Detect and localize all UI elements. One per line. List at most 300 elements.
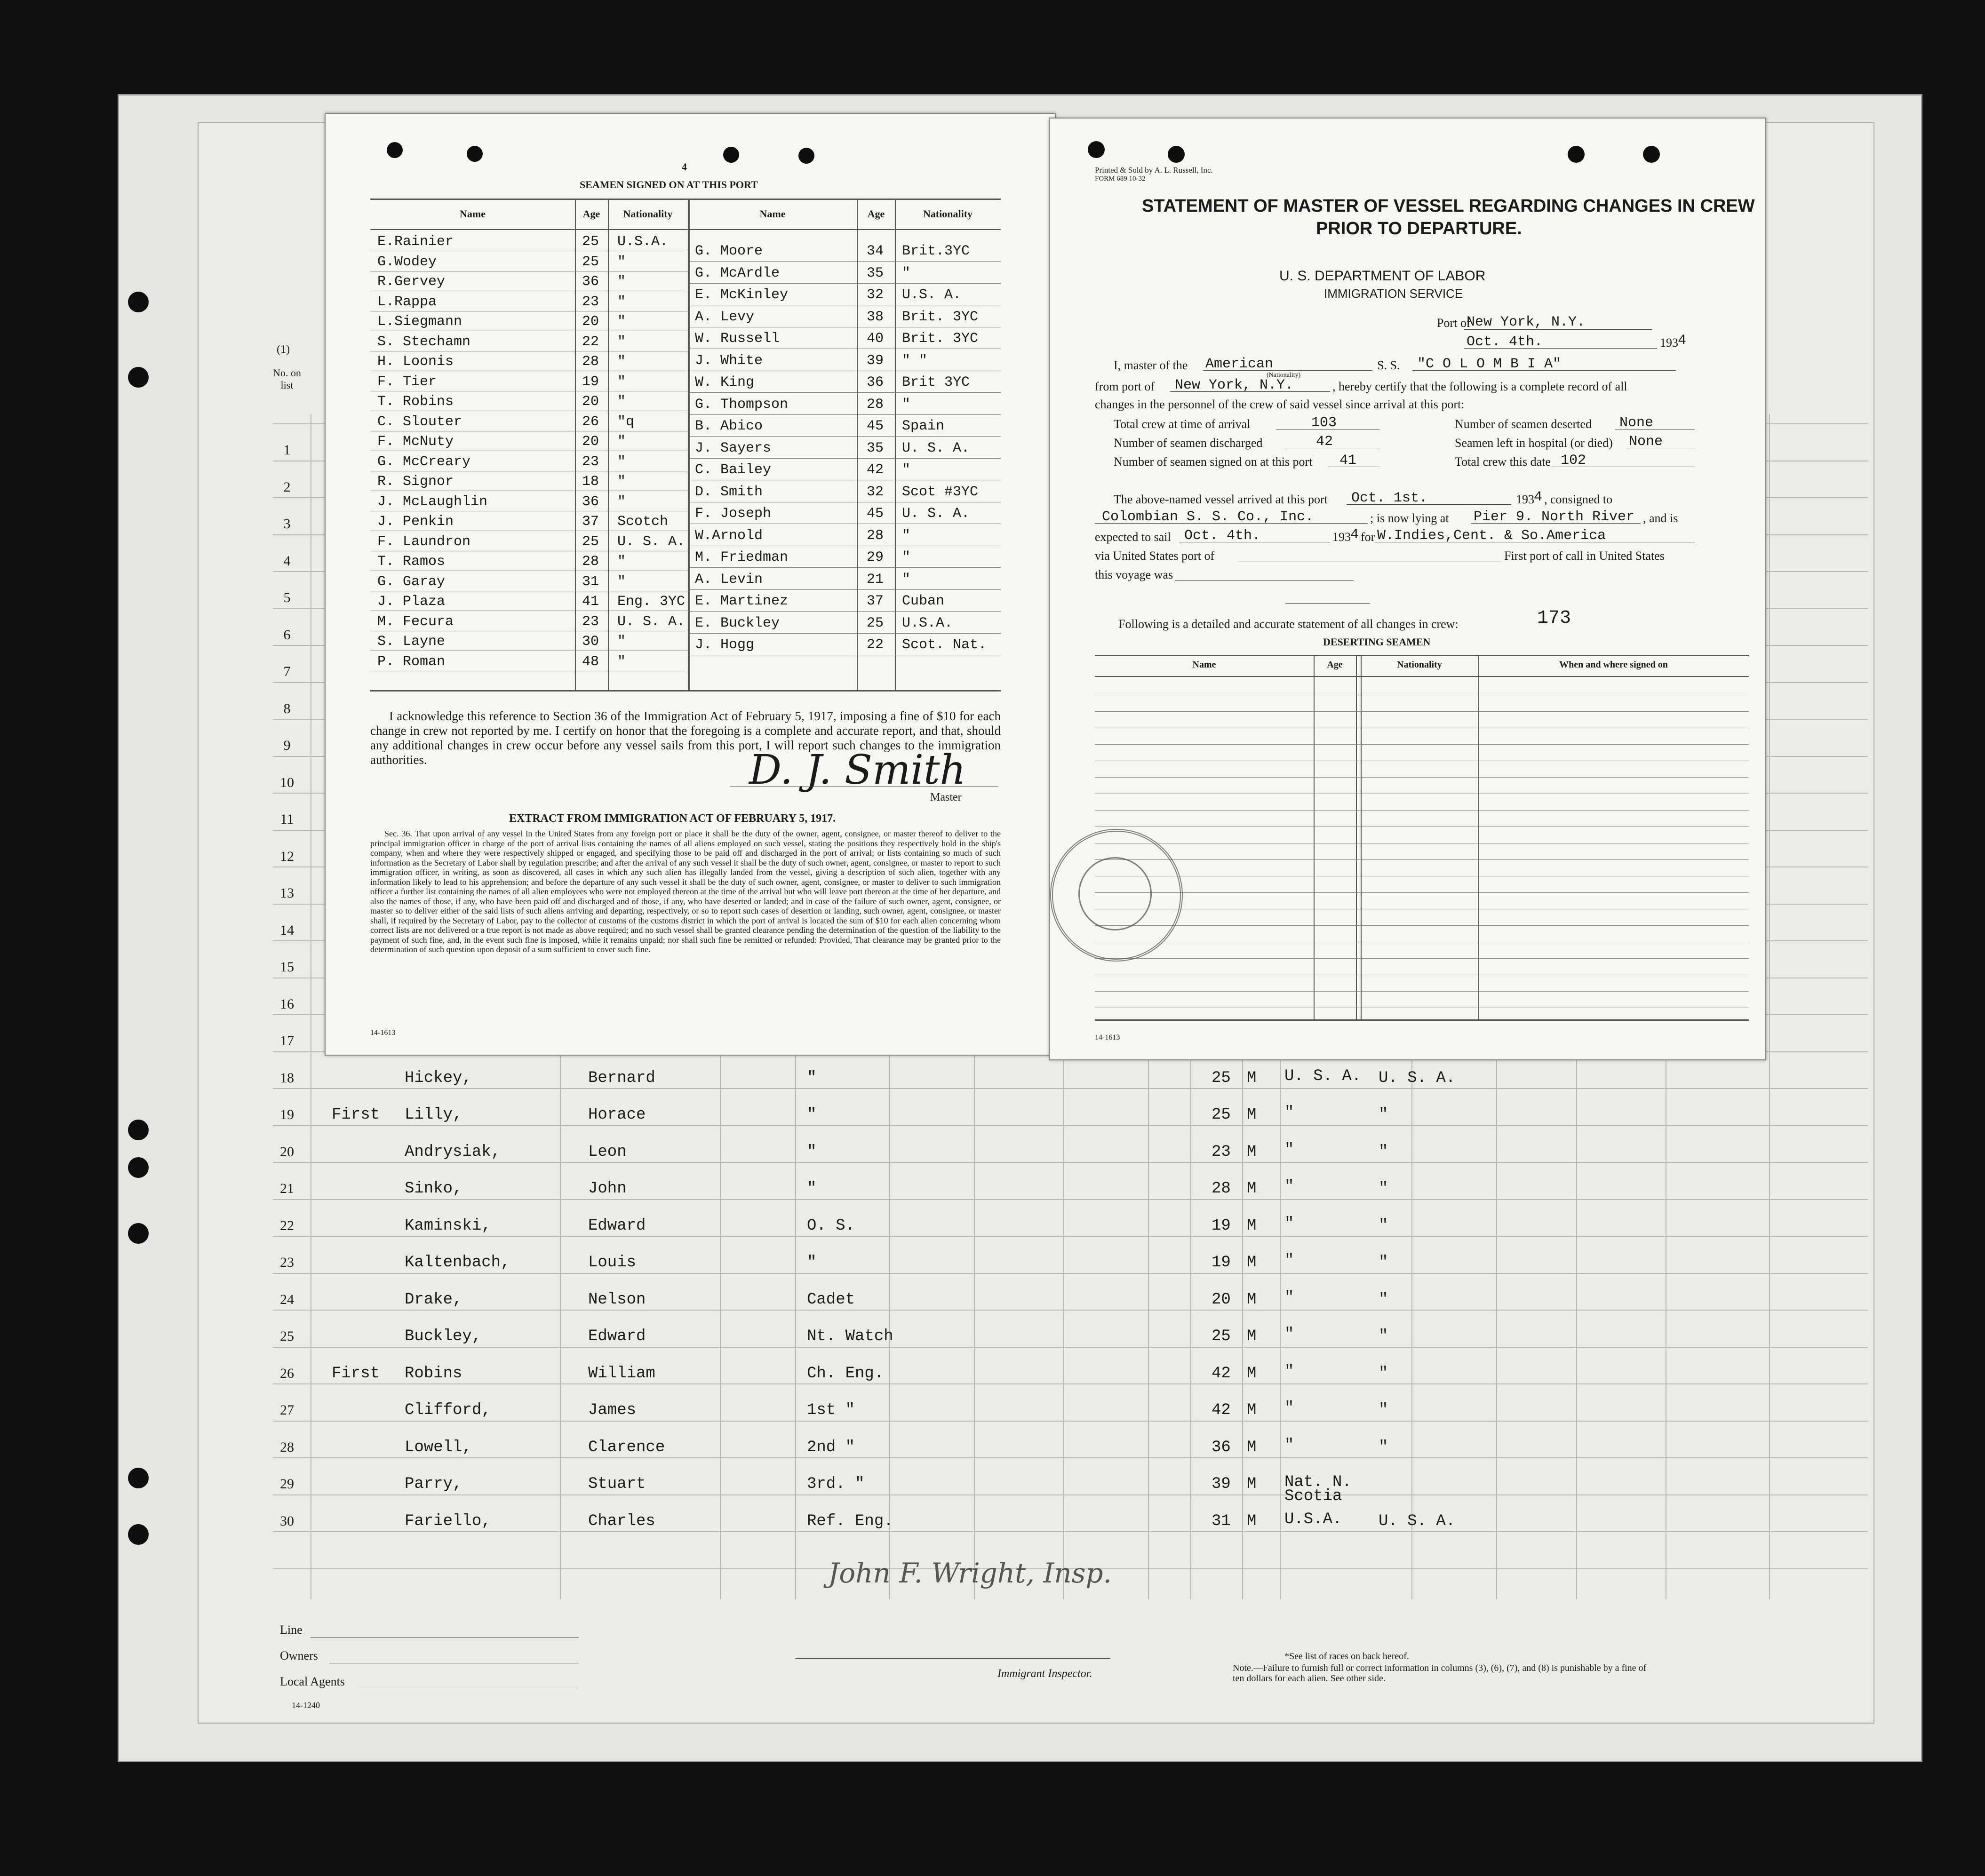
manifest-sex: M [1247,1475,1257,1493]
manifest-agents-label: Local Agents [280,1675,345,1688]
manifest-position: " [807,1180,817,1198]
manifest-position: " [807,1069,817,1087]
seaman-name: F. Tier [377,374,437,390]
manifest-row-rule [273,1421,1868,1422]
row-number: 30 [280,1513,294,1529]
row-number: 26 [280,1366,294,1381]
seaman-nationality: " [902,549,911,565]
punch-hole [798,148,814,164]
manifest-surname: Andrysiak, [405,1143,501,1161]
seaman-age: 42 [867,462,884,478]
manifest-given-name: Louis [588,1254,637,1272]
manifest-given-name: Stuart [588,1475,646,1493]
seaman-name: L.Rappa [377,294,437,310]
seaman-nationality: " [617,394,626,410]
punch-hole [387,142,403,158]
row-number: 12 [280,849,294,864]
statement-title-1: STATEMENT OF MASTER OF VESSEL REGARDING CHANGES IN CREW [1142,196,1755,216]
manifest-row-rule [273,1494,1868,1495]
manifest-race: " [1379,1291,1388,1309]
punch-hole [1643,146,1660,163]
deserted-label: Number of seamen deserted [1455,417,1592,431]
seaman-age: 20 [582,394,599,410]
row-rule [1095,777,1749,778]
seaman-nationality: " [902,528,911,544]
manifest-row-rule [273,1273,1868,1274]
manifest-sex: M [1247,1217,1257,1235]
manifest-footer-code: 14-1240 [292,1701,320,1710]
desert-col-age: Age [1327,660,1343,670]
row-number: 25 [280,1328,294,1344]
manifest-position: O. S. [807,1217,855,1235]
manifest-nationality: " [1284,1104,1294,1122]
manifest-given-name: Clarence [588,1439,665,1456]
manifest-age: 42 [1212,1365,1231,1383]
row-number: 23 [280,1255,294,1270]
first-port-label: First port of call in United States [1504,549,1665,563]
certify-text-2: changes in the personnel of the crew of said vessel since arrival at this port: [1095,397,1465,411]
arrived-label: The above-named vessel arrived at this port [1114,493,1328,506]
seaman-nationality: " [902,265,911,281]
seaman-name: E. Martinez [695,593,789,609]
row-number: 3 [283,516,291,532]
row-rule [688,458,1001,459]
seaman-name: G.Wodey [377,254,437,270]
manifest-sex: M [1247,1439,1257,1456]
row-number: 19 [280,1107,294,1122]
seaman-nationality: Brit 3YC [902,374,970,390]
seaman-age: 23 [582,614,599,630]
service: IMMIGRATION SERVICE [1324,286,1463,301]
manifest-position: Ch. Eng. [807,1365,884,1383]
col-name: Name [759,208,786,220]
seaman-name: C. Bailey [695,462,772,478]
rule [688,199,690,690]
acknowledgement-text: I acknowledge this reference to Section 36 of the Immigration Act of February 5, 1917, imposing a fine of $10 for each change in crew not reported by me. I certify on honor that the foregoing is a complete and accurate report, and that, should any additional changes in crew occur before any vessel sails from this port, I will report such changes to the immigration authorities. [370,709,1001,767]
manifest-position: " [807,1106,817,1124]
underline [795,1658,1110,1659]
seaman-name: A. Levy [695,309,755,325]
manifest-nationality: " [1284,1252,1294,1270]
underline [1170,391,1330,392]
manifest-sex: M [1247,1254,1257,1272]
seaman-age: 23 [582,294,599,310]
manifest-note: Note.—Failure to furnish full or correct information in columns (3), (6), (7), and (8) is punishable by a fine of ten dollars for each alien. See other side. [1233,1663,1647,1684]
master-of-label: I, master of the [1114,358,1188,372]
row-number: 4 [283,553,291,569]
manifest-given-name: Edward [588,1217,646,1235]
signed-on-value: 41 [1339,453,1357,469]
underline [1203,370,1372,371]
manifest-nationality: " [1284,1363,1294,1381]
underline [1175,580,1354,581]
manifest-surname: Sinko, [405,1180,462,1198]
manifest-age: 23 [1212,1143,1231,1161]
manifest-class: First [332,1106,380,1124]
seaman-name: L.Siegmann [377,314,462,330]
seaman-age: 28 [582,354,599,370]
manifest-race: " [1379,1365,1388,1383]
manifest-surname: Parry, [405,1475,462,1493]
manifest-race: " [1379,1180,1388,1198]
manifest-given-name: Edward [588,1328,646,1345]
manifest-position: 1st " [807,1401,855,1419]
row-rule [688,414,1001,415]
seaman-age: 21 [867,572,884,588]
seaman-name: M. Fecura [377,614,454,630]
seaman-name: G. McCreary [377,454,471,470]
row-rule [1095,925,1749,926]
year-typed: 4 [1350,527,1359,543]
manifest-row-rule [273,1125,1868,1126]
seaman-age: 31 [582,574,599,590]
row-rule [1095,958,1749,959]
row-rule [688,633,1001,634]
seaman-age: 36 [867,374,884,390]
manifest-position: " [807,1143,817,1161]
manifest-sex: M [1247,1180,1257,1198]
extract-text: Sec. 36. That upon arrival of any vessel in the United States from any foreign port or place it shall be the duty of the owner, agent, consignee, or master thereof to deliver to the principal immigration officer in charge of the port of arrival lists containing the names of all aliens employed on such vessel, stating the positions they respectively hold in the ship's company, when and where they were respectively shipped or engaged, and specifying those to be paid off and discharged in the port of arrival; or lists containing so much of such information as the Secretary of Labor shall by regulation prescribe; and after the arrival of any such vessel it shall be the duty of such owner, agent, consignee, or master to report to such immigration officer, in writing, as soon as discovered, all cases in which any such alien has illegally landed from the vessel, giving a description of such alien, together with any information likely to lead to his apprehension; and before the departure of any such vessel it shall be the duty of such owner, agent, consignee, or master to deliver to such immigration officer a further list containing the names of all alien employees who were not employed thereon at the time of the arrival but who will leave port thereon at the time of her departure, and also the names of those, if any, who have been paid off and discharged and of those, if any, who have deserted or landed; and in case of the failure of such owner, agent, consignee, or master so to deliver either of the said lists of such aliens arriving and departing, respectively, or so to report such cases of desertion or landing, such owner, agent, consignee, or master shall, if required by the Secretary of Labor, pay to the collector of customs of the customs district in which the port of arrival is located the sum of $10 for each alien concerning whom correct lists are not delivered or a true report is not made as above required; and no such vessel shall be granted clearance pending the determination of the question of the liability to the payment of such fine, and, in the event such fine is imposed, while it remains unpaid; nor shall such fine be remitted or refunded: Provided, That clearance may be granted prior to the determination of such question upon deposit of a sum sufficient to cover such fine. [370,829,1001,954]
manifest-age: 20 [1212,1291,1231,1309]
manifest-surname: Drake, [405,1291,462,1309]
punch-hole [128,1468,149,1488]
rule [1095,655,1749,656]
manifest-position: " [807,1254,817,1272]
row-number: 2 [283,479,291,495]
punch-hole [1568,146,1585,163]
rule [895,199,896,690]
nationality-value: American [1205,356,1274,372]
underline [1464,348,1657,349]
row-rule [688,611,1001,612]
seaman-name: C. Slouter [377,414,462,430]
seaman-age: 40 [867,331,884,347]
seaman-nationality: " [617,314,626,330]
seaman-name: J. White [695,353,763,369]
seaman-nationality: U. S. A. [617,614,686,630]
punch-hole [1088,141,1105,158]
row-rule [688,589,1001,590]
desert-col-name: Name [1192,660,1216,670]
seaman-name: A. Levin [695,572,763,588]
row-number: 13 [280,885,294,901]
year-typed: 4 [1534,489,1543,505]
seaman-name: M. Friedman [695,549,789,565]
seaman-age: 39 [867,353,884,369]
manifest-row-rule [273,1236,1868,1237]
rule [1356,655,1357,1019]
seaman-age: 19 [582,374,599,390]
seamen-signed-on-sheet [325,113,1056,1056]
seaman-age: 37 [867,593,884,609]
certify-text-1: , hereby certify that the following is a complete record of all [1332,380,1627,393]
manifest-race: " [1379,1254,1388,1272]
seaman-name: J. Penkin [377,514,454,530]
seaman-name: W.Arnold [695,528,763,544]
manifest-line-label: Line [280,1623,303,1637]
col-name: Name [460,208,486,220]
row-number: 1 [283,442,291,458]
seaman-age: 32 [867,287,884,303]
seaman-age: 18 [582,474,599,490]
seaman-age: 25 [582,234,599,250]
seaman-nationality: " [617,634,626,650]
manifest-given-name: Horace [588,1106,646,1124]
seaman-nationality: Scot #3YC [902,484,979,500]
left-sheet-title: SEAMEN SIGNED ON AT THIS PORT [580,179,758,191]
list-number: 173 [1537,608,1571,629]
manifest-surname: Fariello, [405,1512,491,1530]
seaman-name: F. McNuty [377,434,454,450]
row-number: 21 [280,1181,294,1196]
manifest-nationality: " [1284,1399,1294,1417]
seaman-name: T. Robins [377,394,454,410]
punch-hole [128,1524,149,1545]
consignee-value: Colombian S. S. Co., Inc. [1102,509,1314,525]
seaman-nationality: " " [902,353,928,369]
rule [1095,676,1749,677]
rule [370,229,1001,230]
seaman-nationality: " [617,374,626,390]
manifest-given-name: Charles [588,1512,655,1530]
expected-value: Oct. 4th. [1184,528,1261,544]
seaman-name: R. Signor [377,474,454,490]
seaman-age: 37 [582,514,599,530]
row-rule [1095,810,1749,811]
seaman-nationality: " [902,462,911,478]
row-rule [1095,991,1749,992]
seaman-age: 26 [582,414,599,430]
manifest-age: 25 [1212,1106,1231,1124]
seaman-age: 25 [867,615,884,631]
ship-name: "C O L O M B I A" [1417,356,1562,372]
manifest-position: 3rd. " [807,1475,865,1493]
seaman-name: D. Smith [695,484,763,500]
manifest-race: " [1379,1217,1388,1235]
underline [1347,504,1511,505]
row-number: 10 [280,775,294,790]
year-printed: 193 [1332,530,1351,544]
seaman-nationality: U. S. A. [902,506,970,522]
manifest-class: First [332,1365,380,1383]
manifest-row-rule [273,1199,1868,1200]
manifest-given-name: Leon [588,1143,627,1161]
for-label: for [1361,530,1375,544]
manifest-position: Ref. Eng. [807,1512,893,1530]
printer-line: Printed & Sold by A. L. Russell, Inc. [1095,166,1213,175]
manifest-race: " [1379,1401,1388,1419]
underline [1412,370,1676,371]
seaman-nationality: Scot. Nat. [902,637,987,653]
row-number: 20 [280,1144,294,1160]
rule [370,690,1001,692]
seaman-name: P. Roman [377,654,446,670]
punch-hole [467,146,483,162]
manifest-surname: Buckley, [405,1328,482,1345]
seaman-name: T. Ramos [377,554,446,570]
seaman-age: 30 [582,634,599,650]
seaman-nationality: U. S. A. [617,534,686,550]
seaman-name: G. Thompson [695,397,789,413]
seaman-nationality: " [617,554,626,570]
seaman-name: J. Plaza [377,594,446,610]
seaman-name: W. King [695,374,755,390]
manifest-sex: M [1247,1328,1257,1345]
via-label: via United States port of [1095,549,1215,563]
manifest-sex: M [1247,1106,1257,1124]
underline [1471,523,1641,524]
row-rule [688,436,1001,437]
right-footer-code: 14-1613 [1095,1033,1120,1041]
row-number: 8 [283,701,291,716]
seaman-name: E. Buckley [695,615,780,631]
manifest-sex: M [1247,1143,1257,1161]
manifest-surname: Kaltenbach, [405,1254,510,1272]
following-label: Following is a detailed and accurate statement of all changes in crew: [1118,617,1459,631]
total-crew-arrival-label: Total crew at time of arrival [1114,417,1251,431]
rule [608,199,609,690]
total-crew-date-label: Total crew this date [1455,455,1551,469]
manifest-sex: M [1247,1512,1257,1530]
seaman-age: 28 [867,397,884,413]
manifest-age: 19 [1212,1254,1231,1272]
seaman-age: 23 [582,454,599,470]
row-number: 27 [280,1402,294,1418]
seaman-name: R.Gervey [377,274,446,290]
manifest-age: 36 [1212,1439,1231,1456]
from-port-label: from port of [1095,380,1155,393]
seaman-age: 32 [867,484,884,500]
row-rule [1095,711,1749,712]
seaman-age: 45 [867,418,884,434]
row-rule [688,567,1001,568]
rule [370,199,1001,200]
extract-title: EXTRACT FROM IMMIGRATION ACT OF FEBRUARY 5, 1917. [509,812,836,825]
manifest-header-stub: (1) [277,343,290,356]
manifest-sex: M [1247,1291,1257,1309]
punch-hole [1168,146,1185,163]
port-label: Port of [1437,316,1471,330]
manifest-age: 42 [1212,1401,1231,1419]
manifest-row-rule [273,1457,1868,1458]
date-value: Oct. 4th. [1467,334,1543,350]
row-number: 11 [280,811,294,827]
row-rule [688,283,1001,284]
manifest-age: 28 [1212,1180,1231,1198]
year-printed: 193 [1516,493,1534,506]
seaman-age: 22 [582,334,599,350]
discharged-value: 42 [1316,434,1333,450]
inspector-label: Immigrant Inspector. [997,1668,1092,1680]
punch-hole [128,1120,149,1140]
seaman-nationality: " [617,434,626,450]
row-number: 22 [280,1218,294,1233]
seaman-age: 28 [867,528,884,544]
row-number: 15 [280,959,294,975]
manifest-owners-label: Owners [280,1649,318,1662]
manifest-header-no: No. on list [273,367,301,391]
manifest-age: 31 [1212,1512,1231,1530]
arrived-value: Oct. 1st. [1351,490,1428,506]
row-number: 18 [280,1070,294,1086]
seaman-nationality: " [617,294,626,310]
rule [857,199,858,690]
voyage-label: this voyage was [1095,568,1173,581]
seaman-nationality: " [617,654,626,670]
seaman-age: 28 [582,554,599,570]
manifest-given-name: Bernard [588,1069,655,1087]
seaman-nationality: U.S.A. [902,615,953,631]
manifest-surname: Hickey, [405,1069,472,1087]
rule [575,199,576,690]
manifest-sex: M [1247,1069,1257,1087]
manifest-row-rule [273,1347,1868,1348]
from-port-value: New York, N.Y. [1175,377,1294,393]
consigned-label: , consigned to [1544,493,1613,506]
seaman-nationality: " [617,274,626,290]
left-footer-code: 14-1613 [370,1029,396,1037]
seaman-name: J. Sayers [695,440,772,456]
seaman-nationality: Brit.3YC [902,243,970,259]
row-number: 7 [283,664,291,679]
manifest-given-name: John [588,1180,627,1198]
seaman-age: 22 [867,637,884,653]
rule [1095,1019,1749,1021]
manifest-given-name: James [588,1401,637,1419]
seaman-name: J. McLaughlin [377,494,488,510]
manifest-race: " [1379,1328,1388,1345]
deserting-title: DESERTING SEAMEN [1323,636,1431,648]
manifest-race: U. S. A. [1379,1512,1456,1530]
manifest-position: Nt. Watch [807,1328,893,1345]
manifest-race: " [1379,1106,1388,1124]
row-number: 5 [283,590,291,605]
expected-label: expected to sail [1095,530,1171,544]
manifest-position: Cadet [807,1291,855,1309]
underline [311,1637,579,1638]
seaman-nationality: " [902,572,911,588]
manifest-age: 25 [1212,1328,1231,1345]
seaman-age: 25 [582,254,599,270]
rule [1361,655,1362,1019]
row-number: 9 [283,738,291,753]
manifest-nationality: " [1284,1141,1294,1159]
row-rule [688,392,1001,393]
desert-col-nationality: Nationality [1397,660,1442,670]
master-signature: D. J. Smith [749,747,966,794]
seaman-age: 38 [867,309,884,325]
manifest-nationality: " [1284,1215,1294,1233]
seaman-nationality: " [617,574,626,590]
manifest-sex: M [1247,1365,1257,1383]
manifest-row-rule [273,1531,1868,1532]
seaman-nationality: " [617,494,626,510]
seaman-age: 36 [582,274,599,290]
seaman-name: E.Rainier [377,234,454,250]
manifest-sex: M [1247,1401,1257,1419]
seaman-nationality: U. S. A. [902,440,970,456]
seaman-age: 35 [867,440,884,456]
seaman-nationality: U.S.A. [617,234,669,250]
row-rule [1095,859,1749,860]
seaman-name: G. Garay [377,574,446,590]
stamp-inner-ring [1078,857,1152,930]
underline [1285,603,1370,604]
manifest-race: " [1379,1143,1388,1161]
seaman-nationality: Eng. 3YC [617,594,686,610]
port-value: New York, N.Y. [1467,314,1586,330]
seaman-name: S. Layne [377,634,446,650]
